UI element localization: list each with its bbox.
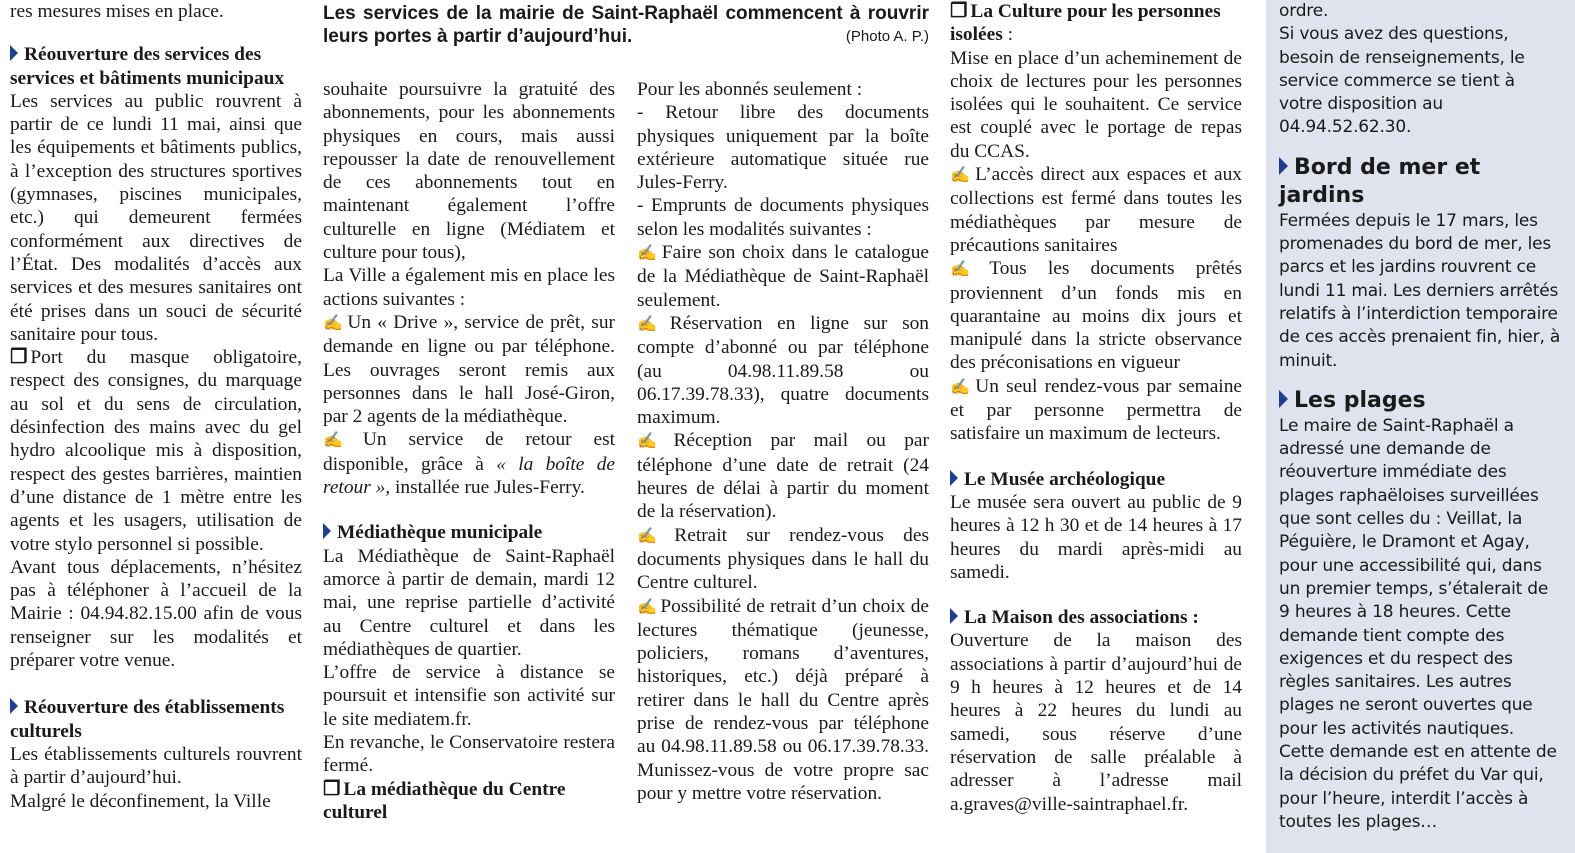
triangle-bullet-icon [10, 45, 18, 61]
paragraph: Ouverture de la maison des associations à partir d’aujourd’hui de 9 h heures à 12 heures et de 14 heures à 22 heures du lundi au samedi, sous réserve d’une réservation de salle préalable à adresser à l’adresse mail a.graves@ville-saintraphael.fr. [950, 630, 1242, 815]
paragraph: Cette demande est en attente de la décision du préfet du Var qui, pour l’heure, interdit l’accès à toutes les plages… [1279, 742, 1557, 832]
bullet-item: ✍ Un « Drive », service de prêt, sur demande en ligne ou par téléphone. Les ouvrages seront remis aux personnes dans le hall José-Giron, par 2 agents de la médiathèque. [323, 311, 615, 428]
bullet-item: ✍ Un service de retour est disponible, grâce à « la boîte de retour », installée rue Jules-Ferry. [323, 429, 615, 499]
photo-caption [323, 2, 929, 48]
article-column-1 [10, 0, 302, 853]
bullet-item: ✍ Réservation en ligne sur son compte d’abonné ou par téléphone (au 04.98.11.89.58 ou 06.17.39.78.33), quatre documents maximum. [637, 312, 929, 429]
paragraph: L’offre de service à distance se poursuit et intensifie son activité sur le site mediatem.fr. [323, 662, 615, 730]
section-heading: Réouverture des établissements culturels [10, 697, 285, 742]
paragraph: Avant tous déplacements, n’hésitez pas à téléphoner à l’accueil de la Mairie : 04.94.82.15.00 afin de vous renseigner sur les modalités et préparer votre venue. [10, 556, 302, 672]
paragraph: Fermées depuis le 17 mars, les promenades du bord de mer, les parcs et les jardins rouvrent ce lundi 11 mai. Les derniers arrêtés relatifs à l’interdiction temporaire de ces accès prenaient fin, hier, à minuit. [1279, 210, 1561, 371]
paragraph: Si vous avez des questions, besoin de renseignements, le service commerce se tient à votre disposition au 04.94.52.62.30. [1279, 24, 1525, 138]
triangle-bullet-icon [1279, 157, 1288, 175]
paragraph: En revanche, le Conservatoire restera fermé. [323, 732, 615, 777]
triangle-bullet-icon [950, 470, 958, 486]
paragraph: Pour les abonnés seulement : [637, 79, 863, 100]
bullet-item: ✍ Un seul rendez-vous par semaine et par personne permettra de satisfaire un maximum de lecteurs. [950, 375, 1242, 445]
paragraph: Les services au public rouvrent à partir de ce lundi 11 mai, ainsi que les équipements et bâtiments publics, à l’exception des structures sportives (gymnases, piscines municipales, etc.) qui demeurent fermées conformément aux directives de l’État. Des modalités d’accès aux services et des mesures sanitaires ont été prises dans un souci de sécurité sanitaire pour tous. [10, 90, 302, 345]
bullet-item: ✍ Faire son choix dans le catalogue de la Médiathèque de Saint-Raphaël seulement. [637, 242, 929, 311]
sidebar-box [1266, 0, 1575, 853]
paragraph: res mesures mises en place. [10, 1, 224, 22]
article-column-3 [637, 78, 929, 853]
sidebar-heading: Les plages [1279, 387, 1561, 415]
writing-hand-icon: ✍ [637, 315, 667, 333]
section-heading: Médiathèque municipale [323, 521, 615, 544]
triangle-bullet-icon [323, 523, 331, 539]
paragraph: La Ville a également mis en place les actions suivantes : [323, 265, 615, 310]
section-heading: Le Musée archéologique [950, 468, 1242, 491]
writing-hand-icon: ✍ [323, 432, 360, 450]
sidebar-heading: Bord de mer et jardins [1279, 154, 1481, 208]
writing-hand-icon: ✍ [950, 378, 973, 396]
paragraph: Le musée sera ouvert au public de 9 heures à 12 h 30 et de 14 heures à 17 heures du mardi après-midi au samedi. [950, 491, 1242, 583]
writing-hand-icon: ✍ [637, 245, 659, 263]
paragraph: ❐ Port du masque obligatoire, respect des consignes, du marquage au sol et du sens de circulation, désinfection des mains avec du gel hydro alcoolique mis à disposition, respect des gestes barrières, maintien d’une distance de 1 mètre entre les agents et les usagers, utilisation de votre stylo personnel si possible. [10, 347, 302, 555]
square-box-icon: ❐ [10, 347, 28, 369]
paragraph: Les établissements culturels rouvrent à partir d’aujourd’hui. [10, 743, 302, 789]
triangle-bullet-icon [950, 608, 958, 624]
section-heading: ❐ La Culture pour les personnes isolées : [950, 1, 1221, 46]
caption-text: Les services de la mairie de Saint-Raphaël commencent à rouvrir leurs portes à partir d’aujourd’hui. [323, 3, 929, 47]
writing-hand-icon: ✍ [637, 598, 658, 616]
bullet-item: ✍ Réception par mail ou par téléphone d’une date de retrait (24 heures de délai à partir du moment de la réservation). [637, 430, 929, 523]
paragraph: - Retour libre des documents physiques uniquement par la boîte extérieure automatique située rue Jules-Ferry. [637, 102, 929, 194]
bullet-item: ✍ Tous les documents prêtés proviennent d’un fonds mis en quarantaine au moins dix jours et manipulé dans la stricte observance des préconisations en vigueur [950, 258, 1242, 374]
article-column-4 [950, 0, 1242, 853]
writing-hand-icon: ✍ [950, 167, 973, 185]
paragraph: Mise en place d’un acheminement de choix de lectures pour les personnes isolées qui le souhaitent. Ce service est couplé avec le portage de repas du CCAS. [950, 47, 1242, 162]
square-box-icon: ❐ [323, 778, 341, 800]
photo-credit: (Photo A. P.) [845, 28, 929, 45]
section-heading: ❐ La médiathèque du Centre culturel [323, 778, 566, 823]
writing-hand-icon: ✍ [950, 261, 987, 279]
paragraph: souhaite poursuivre la gratuité des abonnements, pour les abonnements physiques en cours, mais aussi repousser la date de renouvellement de ces abonnements tout en maintenant également l’offre culturelle en ligne (Médiatem et culture pour tous), [323, 79, 615, 264]
section-heading: La Maison des associations : [950, 606, 1242, 629]
article-column-2 [323, 78, 615, 853]
writing-hand-icon: ✍ [637, 527, 672, 545]
bullet-item: ✍ Possibilité de retrait d’un choix de lectures thématique (jeunesse, policiers, romans d’aventures, historiques, etc.) déjà préparé à retirer dans le hall du Centre après prise de rendez-vous par téléphone au 04.98.11.89.58 ou 06.17.39.78.33. Munissez-vous de votre propre sac pour y mettre votre réservation. [637, 595, 929, 804]
section-heading: Réouverture des services des services et bâtiments municipaux [10, 44, 285, 89]
paragraph: ordre. [1279, 1, 1329, 21]
paragraph: Le maire de Saint-Raphaël a adressé une demande de réouverture immédiate des plages raphaëloises surveillées que sont celles du : Veillat, la Péguière, le Dramont et Agay, pour une accessibilité qui, dans un premier temps, s’étalerait de 9 heures à 18 heures. Cette demande tient compte des exigences et du respect des règles sanitaires. Les autres plages ne seront ouvertes que pour les activités nautiques. [1279, 415, 1549, 739]
paragraph: Malgré le déconfinement, la Ville [10, 790, 271, 812]
writing-hand-icon: ✍ [637, 433, 671, 451]
bullet-item: ✍ L’accès direct aux espaces et aux collections est fermé dans toutes les médiathèques par mesure de précautions sanitaires [950, 164, 1242, 256]
paragraph: - Emprunts de documents physiques selon les modalités suivantes : [637, 195, 929, 240]
bullet-item: ✍ Retrait sur rendez-vous des documents physiques dans le hall du Centre culturel. [637, 524, 929, 594]
triangle-bullet-icon [1279, 390, 1288, 408]
triangle-bullet-icon [10, 698, 18, 714]
paragraph: La Médiathèque de Saint-Raphaël amorce à partir de demain, mardi 12 mai, une reprise partielle d’activité au Centre culturel et dans les médiathèques de quartier. [323, 545, 615, 660]
square-box-icon: ❐ [950, 1, 968, 22]
writing-hand-icon: ✍ [323, 314, 345, 332]
